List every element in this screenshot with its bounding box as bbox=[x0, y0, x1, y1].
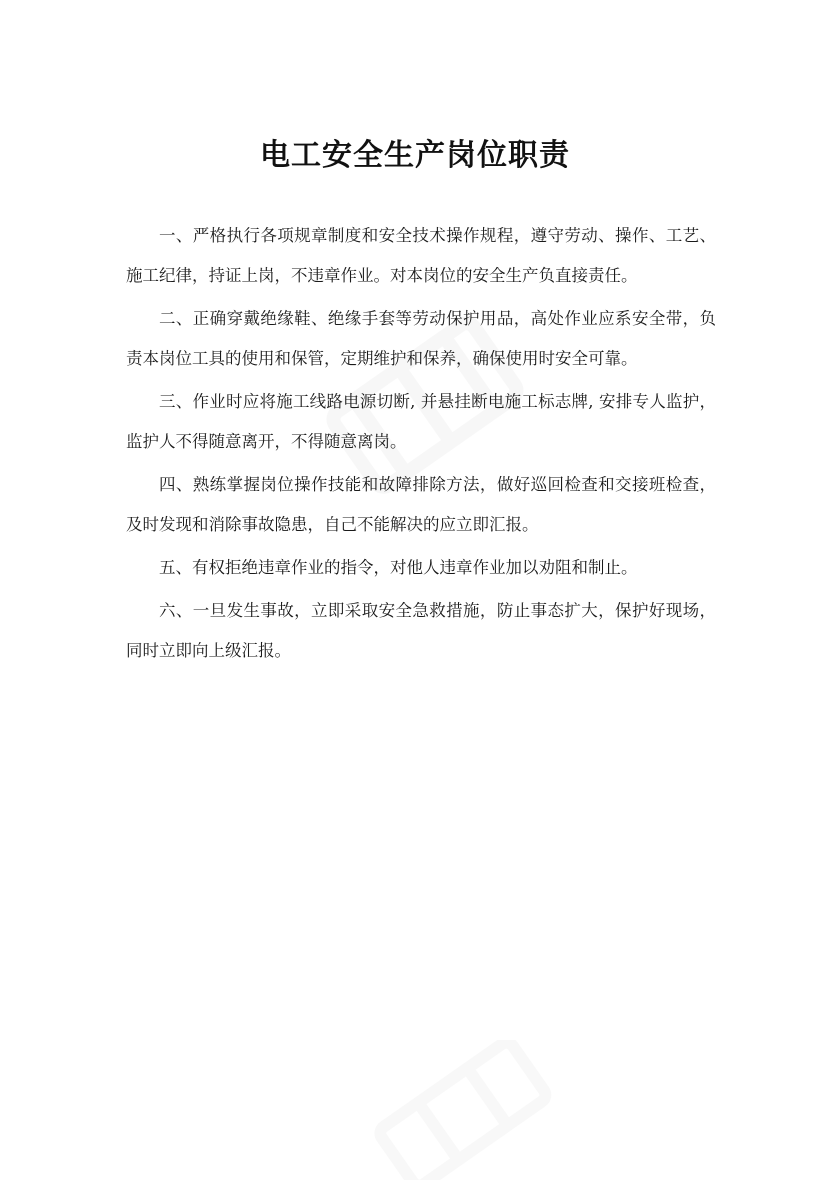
document-body bbox=[126, 216, 716, 674]
duty-paragraph-3: 三、作业时应将施工线路电源切断, 并悬挂断电施工标志牌, 安排专人监护，监护人不得随意离开，不得随意离岗。 bbox=[126, 392, 716, 451]
watermark-corner-icon bbox=[360, 1040, 560, 1180]
duty-paragraph-4: 四、熟练掌握岗位操作技能和故障排除方法，做好巡回检查和交接班检查，及时发现和消除事故隐患，自己不能解决的应立即汇报。 bbox=[126, 475, 716, 534]
duty-paragraph-1: 一、严格执行各项规章制度和安全技术操作规程，遵守劳动、操作、工艺、施工纪律，持证上岗，不违章作业。对本岗位的安全生产负直接责任。 bbox=[126, 226, 716, 285]
duty-paragraph-6: 六、一旦发生事故，立即采取安全急救措施，防止事态扩大，保护好现场，同时立即向上级汇报。 bbox=[126, 601, 716, 660]
page-title: 电工安全生产岗位职责 bbox=[260, 138, 570, 174]
duty-paragraph-2: 二、正确穿戴绝缘鞋、绝缘手套等劳动保护用品，高处作业应系安全带，负责本岗位工具的使用和保管，定期维护和保养，确保使用时安全可靠。 bbox=[126, 309, 716, 368]
duty-paragraph-5: 五、有权拒绝违章作业的指令，对他人违章作业加以劝阻和制止。 bbox=[159, 558, 638, 577]
